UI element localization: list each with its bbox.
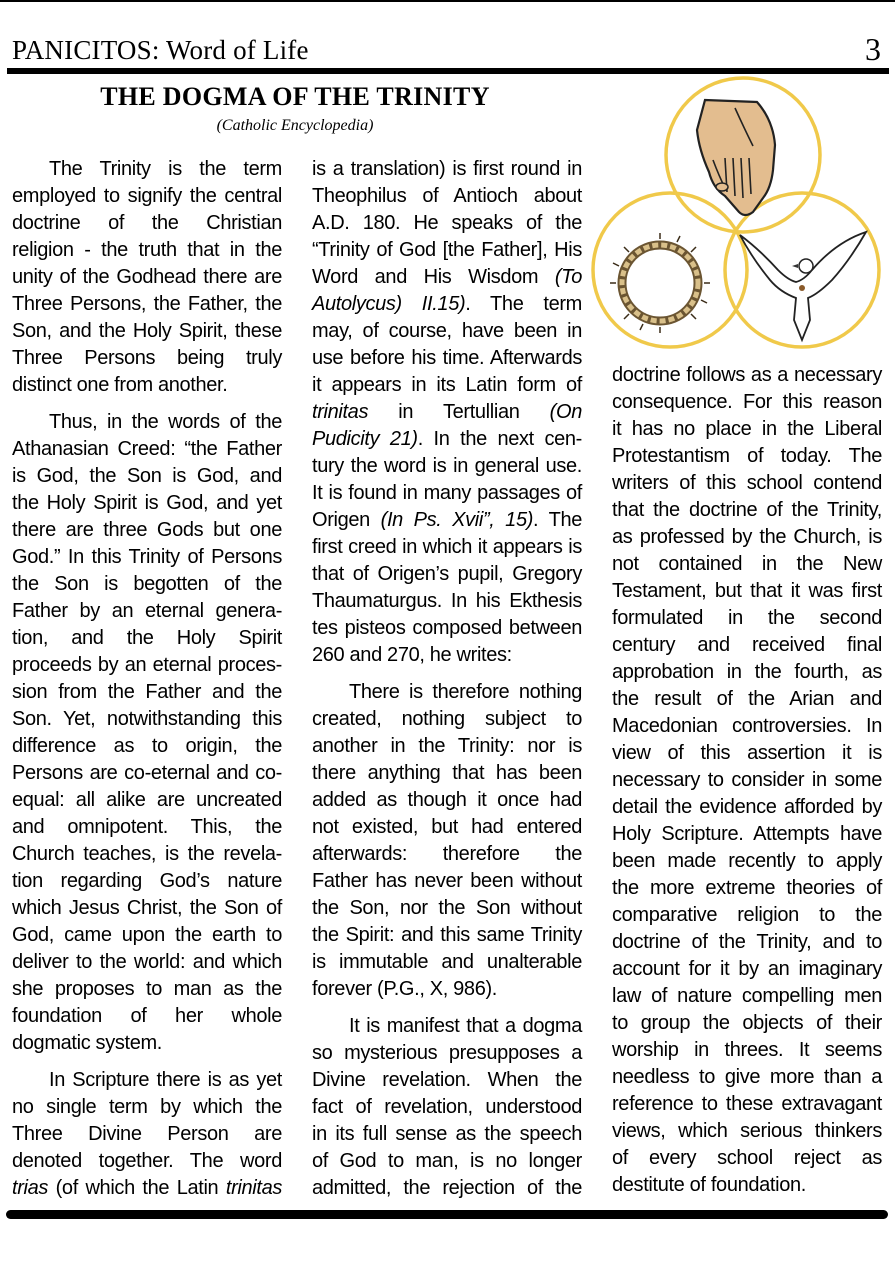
text-line: writers of this school contend xyxy=(612,472,882,494)
article-source: (Catholic Encyclopedia) xyxy=(216,117,374,134)
text-line: another in the Trinity: nor is xyxy=(312,735,582,757)
text-line: that of Origen’s pupil, Gregory xyxy=(312,563,582,585)
text-line: detail the evidence afforded by xyxy=(612,796,882,818)
publication-title: PANICITOS: Word of Life xyxy=(12,35,309,65)
text-line: foundation of her whole xyxy=(12,1005,282,1027)
text-line: in its full sense as the speech xyxy=(312,1123,582,1145)
text-line: The Trinity is the term xyxy=(49,158,282,180)
text-line: the Holy Spirit is God, and yet xyxy=(12,492,282,514)
text-line: Church teaches, is the revela- xyxy=(12,843,282,865)
text-line: tes pisteos composed between xyxy=(312,617,582,639)
text-line: God, came upon the earth to xyxy=(12,924,282,946)
text-line: Holy Scripture. Attempts have xyxy=(612,823,882,845)
text-line: the result of the Arian and xyxy=(612,688,882,710)
text-line: there anything that has been xyxy=(312,762,582,784)
column-1 xyxy=(12,156,282,1202)
text-line: of every school reject as xyxy=(612,1147,882,1169)
text-line: 260 and 270, he writes: xyxy=(312,644,512,666)
text-line: A.D. 180. He speaks of the xyxy=(312,212,582,234)
text-line: consequence. For this reason xyxy=(612,391,882,413)
text-line: account for it by an imaginary xyxy=(612,958,882,980)
text-line: worship in threes. It seems xyxy=(612,1039,882,1061)
text-line: not contained in the New xyxy=(612,553,882,575)
text-line: tion, and the Holy Spirit xyxy=(12,627,282,649)
text-line: century and received final xyxy=(612,634,882,656)
text-line: employed to signify the central xyxy=(12,185,282,207)
text-line: sion from the Father and the xyxy=(12,681,282,703)
text-line: it has no place in the Liberal xyxy=(612,418,882,440)
text-line: deliver to the world: and which xyxy=(12,951,282,973)
text-line: In Scripture there is as yet xyxy=(49,1069,282,1091)
column-2 xyxy=(312,156,582,1202)
text-line: Divine revelation. When the xyxy=(312,1069,582,1091)
text-line: proceeds by an eternal proces- xyxy=(12,654,282,676)
text-line: forever (P.G., X, 986). xyxy=(312,978,497,1000)
text-line: destitute of foundation. xyxy=(612,1174,806,1196)
text-line: Testament, but that it was first xyxy=(612,580,882,602)
crown-of-thorns-icon xyxy=(610,233,710,333)
text-line: to group the objects of their xyxy=(612,1012,882,1034)
text-line: “Trinity of God [the Father], His xyxy=(312,239,582,261)
text-line: necessary to consider in some xyxy=(612,769,882,791)
text-line: view of this assertion it is xyxy=(612,742,882,764)
text-line: doctrine follows as a necessary xyxy=(612,364,882,386)
text-line: of God to man, is no longer xyxy=(312,1150,582,1172)
text-line: tury the word is in general use. xyxy=(312,455,582,477)
text-line: Son, and the Holy Spirit, these xyxy=(12,320,282,342)
text-line: tion regarding God’s nature xyxy=(12,870,282,892)
text-line: the Spirit: and this same Trinity xyxy=(312,924,582,946)
text-line: unity of the Godhead there are xyxy=(12,266,282,288)
text-line: Son. Yet, notwithstanding this xyxy=(12,708,282,730)
text-line: religion - the truth that in the xyxy=(12,239,282,261)
text-line: trinitas in Tertullian (On xyxy=(312,401,582,423)
text-line: no single term by which the xyxy=(12,1096,282,1118)
footer-rule xyxy=(6,1210,888,1219)
trinity-illustration xyxy=(590,75,892,355)
text-line: created, nothing subject to xyxy=(312,708,582,730)
text-line: it appears in its Latin form of xyxy=(312,374,582,396)
text-line: approbation in the fourth, as xyxy=(612,661,882,683)
page-number: 3 xyxy=(865,31,881,67)
text-line: there are three Gods but one xyxy=(12,519,282,541)
text-line: is God, the Son is God, and xyxy=(12,465,282,487)
text-line: Persons are co-eternal and co- xyxy=(12,762,282,784)
header-rule xyxy=(7,68,889,74)
italic-term: trias xyxy=(12,1177,49,1199)
text-line: Protestantism of today. The xyxy=(612,445,882,467)
text-line: distinct one from another. xyxy=(12,374,228,396)
text-line: is a translation) is first round in xyxy=(312,158,582,180)
text-line: is immutable and unalterable xyxy=(312,951,582,973)
text-line: Three Persons, the Father, the xyxy=(12,293,282,315)
hand-icon xyxy=(697,100,775,215)
text-line: the Son is begotten of the xyxy=(12,573,282,595)
text-line: admitted, the rejection of the xyxy=(312,1177,582,1199)
text-line: the Son, nor the Son without xyxy=(312,897,582,919)
text-line: doctrine of the Christian xyxy=(12,212,282,234)
text-line: not existed, but had entered xyxy=(312,816,582,838)
text-line: views, which serious thinkers xyxy=(612,1120,882,1142)
column-3 xyxy=(612,362,882,1199)
text-line: Origen (In Ps. Xvii”, 15). The xyxy=(312,509,582,531)
text-line: use before his time. Afterwards xyxy=(312,347,582,369)
text-line: fact of revelation, understood xyxy=(312,1096,582,1118)
text-line: God.” In this Trinity of Persons xyxy=(12,546,282,568)
text-line: trias (of which the Latin trinitas xyxy=(12,1177,282,1199)
top-border xyxy=(0,0,895,2)
article-title: THE DOGMA OF THE TRINITY xyxy=(100,82,490,111)
text-line: Thus, in the words of the xyxy=(49,411,282,433)
text-line: Autolycus) II.15). The term xyxy=(312,293,582,315)
text-line: been made recently to apply xyxy=(612,850,882,872)
text-line: Theophilus of Antioch about xyxy=(312,185,582,207)
text-line: Thaumaturgus. In his Ekthesis xyxy=(312,590,582,612)
text-line: comparative religion to the xyxy=(612,904,882,926)
text-line: Pudicity 21). In the next cen- xyxy=(312,428,582,450)
text-line: Father has never been without xyxy=(312,870,582,892)
text-line: Three Persons being truly xyxy=(12,347,282,369)
text-line: It is found in many passages of xyxy=(312,482,582,504)
text-line: and omnipotent. This, the xyxy=(12,816,282,838)
text-line: Father by an eternal genera- xyxy=(12,600,282,622)
text-line: first creed in which it appears is xyxy=(312,536,582,558)
text-line: equal: all alike are uncreated xyxy=(12,789,282,811)
text-line: the more extreme theories of xyxy=(612,877,882,899)
text-line: reference to these extravagant xyxy=(612,1093,882,1115)
text-line: formulated in the second xyxy=(612,607,882,629)
text-line: There is therefore nothing xyxy=(349,681,582,703)
text-line: dogmatic system. xyxy=(12,1032,163,1054)
text-line: needless to give more than a xyxy=(612,1066,882,1088)
text-line: law of nature compelling men xyxy=(612,985,882,1007)
text-line: denoted together. The word xyxy=(12,1150,282,1172)
text-line: as professed by the Church, is xyxy=(612,526,882,548)
text-line: difference as to origin, the xyxy=(12,735,282,757)
text-line: which Jesus Christ, the Son of xyxy=(12,897,282,919)
text-line: that the doctrine of the Trinity, xyxy=(612,499,882,521)
text-line: Word and His Wisdom (To xyxy=(312,266,582,288)
text-line: may, of course, have been in xyxy=(312,320,582,342)
text-line: doctrine of the Trinity, and to xyxy=(612,931,882,953)
dove-icon xyxy=(740,232,866,340)
text-line: It is manifest that a dogma xyxy=(349,1015,582,1037)
text-line: Three Divine Person are xyxy=(12,1123,282,1145)
text-line: Macedonian controversies. In xyxy=(612,715,882,737)
text-line: afterwards: therefore the xyxy=(312,843,582,865)
text-line: she proposes to man as the xyxy=(12,978,282,1000)
italic-term: trinitas xyxy=(225,1177,282,1199)
text-line: so mysterious presupposes a xyxy=(312,1042,582,1064)
text-line: added as though it once had xyxy=(312,789,582,811)
text-line: Athanasian Creed: “the Father xyxy=(12,438,282,460)
